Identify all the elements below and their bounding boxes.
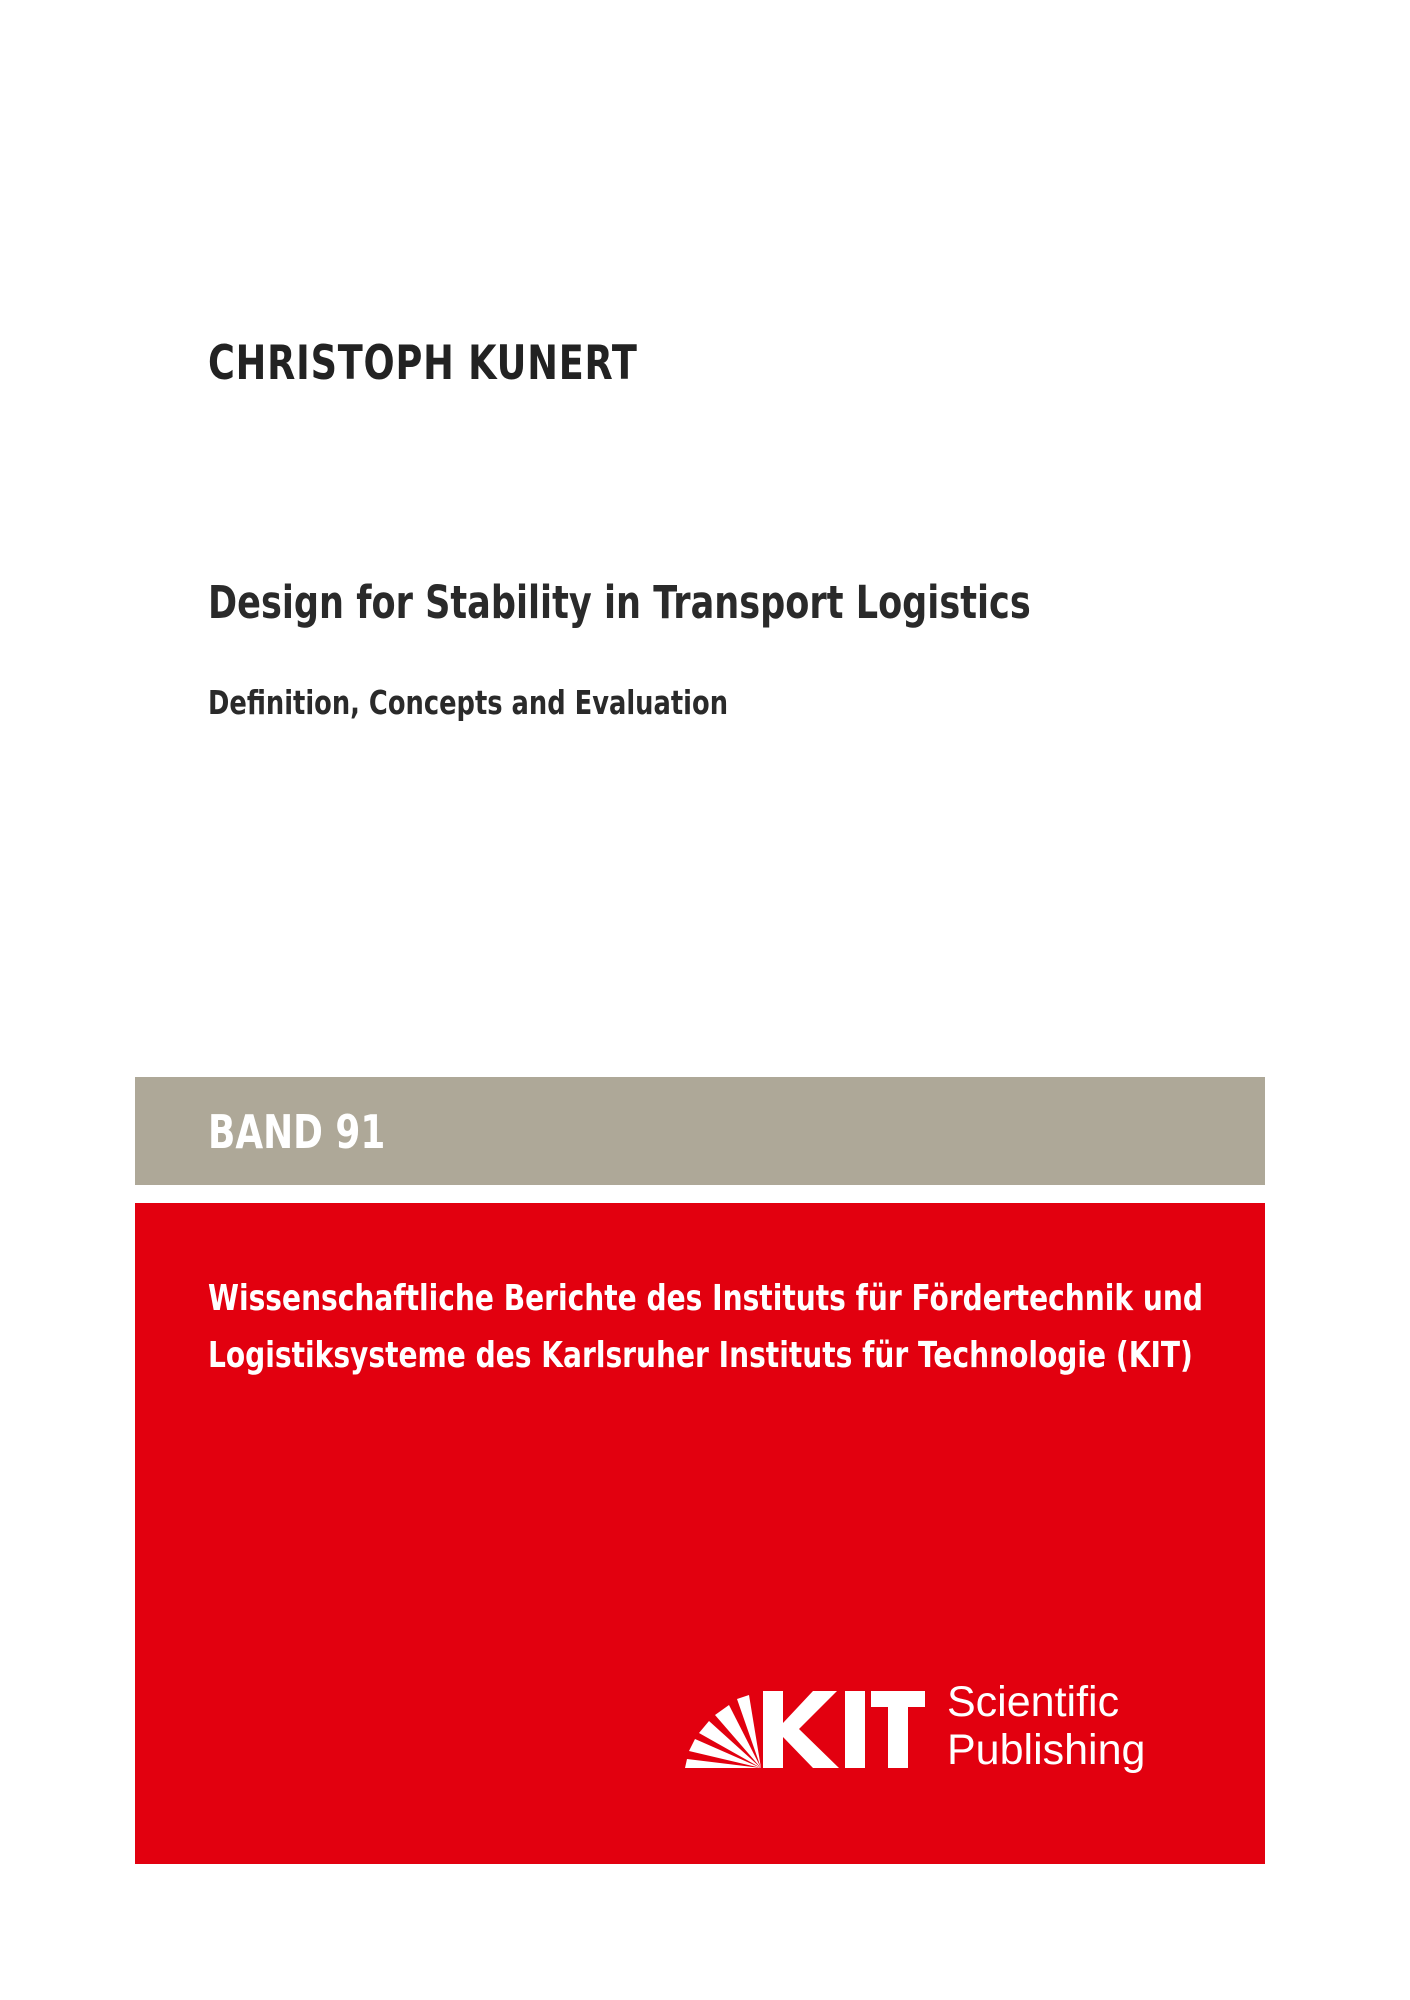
publisher-name (947, 1678, 1145, 1774)
publisher-line-1: Scientific (947, 1678, 1120, 1726)
book-subtitle: Definition, Concepts and Evaluation (208, 683, 729, 722)
series-title (208, 1270, 1410, 1384)
author-name: CHRISTOPH KUNERT (208, 336, 638, 391)
series-panel (135, 1203, 1265, 1864)
series-title-line-1: Wissenschaftliche Berichte des Instituts für Fördertechnik und (208, 1278, 1203, 1319)
book-title: Design for Stability in Transport Logistics (208, 576, 1031, 629)
series-title-line-2: Logistiksysteme des Karlsruher Instituts für Technologie (KIT) (208, 1335, 1193, 1376)
band-label: BAND 91 (208, 1105, 386, 1159)
kit-logo-icon (685, 1683, 925, 1773)
publisher-line-2: Publishing (947, 1726, 1146, 1774)
band-bar (135, 1077, 1265, 1185)
